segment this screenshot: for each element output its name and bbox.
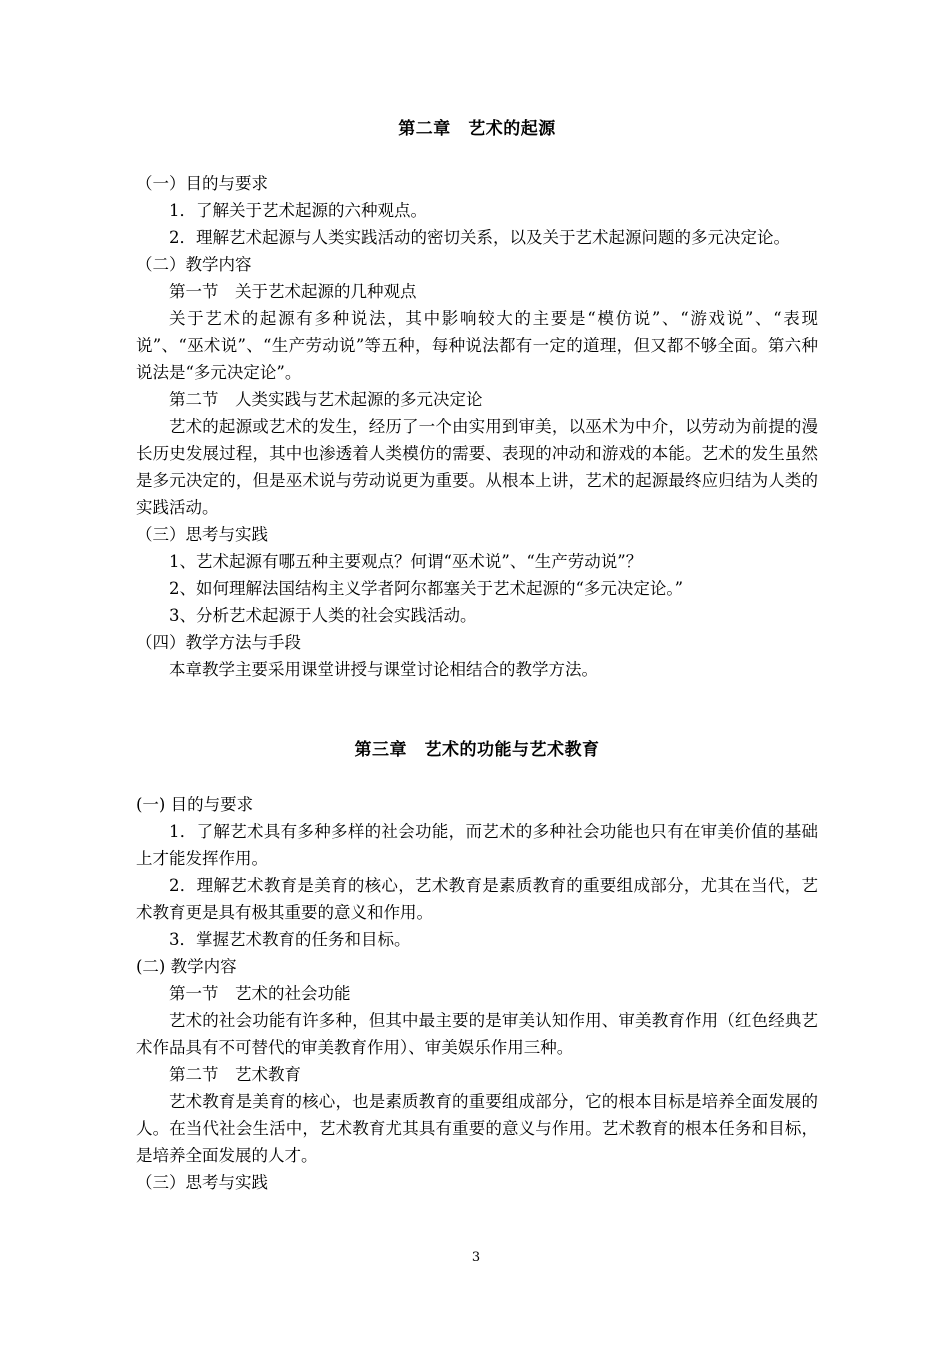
section-heading: (二) 教学内容	[136, 957, 237, 976]
paragraph: 3．掌握艺术教育的任务和目标。	[169, 930, 411, 949]
paragraph: 艺术的起源或艺术的发生，经历了一个由实用到审美，以巫术为中介，以劳动为前提的漫长历史发展过程，其中也渗透着人类模仿的需要、表现的冲动和游戏的本能。艺术的发生虽然是多元决定的，但是巫术说与劳动说更为重要。从根本上讲，艺术的起源最终应归结为人类的实践活动。	[136, 417, 818, 517]
chapter-title: 第三章 艺术的功能与艺术教育	[354, 740, 600, 760]
page-content	[136, 116, 818, 1196]
list-item: 3、分析艺术起源于人类的社会实践活动。	[169, 606, 477, 625]
section-heading: （三）思考与实践	[136, 525, 268, 544]
chapter-3	[136, 737, 818, 1196]
section-heading: （三）思考与实践	[136, 1173, 268, 1192]
chapter-2	[136, 116, 818, 683]
section-heading: （二）教学内容	[136, 255, 252, 274]
subsection-title: 第二节 人类实践与艺术起源的多元决定论	[169, 390, 483, 409]
subsection-title: 第二节 艺术教育	[169, 1065, 301, 1084]
section-heading: （一）目的与要求	[136, 174, 268, 193]
subsection-title: 第一节 艺术的社会功能	[169, 984, 351, 1003]
list-item: 1、艺术起源有哪五种主要观点？何谓“巫术说”、“生产劳动说”？	[169, 552, 643, 571]
section-heading: (一) 目的与要求	[136, 795, 254, 814]
page-number: 3	[471, 1250, 481, 1265]
list-item: 2、如何理解法国结构主义学者阿尔都塞关于艺术起源的“多元决定论。”	[169, 579, 684, 598]
subsection-title: 第一节 关于艺术起源的几种观点	[169, 282, 417, 301]
paragraph: 1．了解关于艺术起源的六种观点。	[169, 201, 427, 220]
chapter-title: 第二章 艺术的起源	[398, 119, 556, 139]
paragraph: 1．了解艺术具有多种多样的社会功能，而艺术的多种社会功能也只有在审美价值的基础上才能发挥作用。	[136, 822, 818, 868]
paragraph: 2．理解艺术起源与人类实践活动的密切关系，以及关于艺术起源问题的多元决定论。	[169, 228, 790, 247]
section-heading: （四）教学方法与手段	[136, 633, 301, 652]
paragraph: 关于艺术的起源有多种说法，其中影响较大的主要是“模仿说”、“游戏说”、“表现说”、“巫术说”、“生产劳动说”等五种，每种说法都有一定的道理，但又都不够全面。第六种说法是“多元决定论”。	[136, 309, 818, 382]
paragraph: 艺术教育是美育的核心，也是素质教育的重要组成部分，它的根本目标是培养全面发展的人。在当代社会生活中，艺术教育尤其具有重要的意义与作用。艺术教育的根本任务和目标，是培养全面发展的人才。	[136, 1092, 818, 1165]
paragraph: 艺术的社会功能有许多种，但其中最主要的是审美认知作用、审美教育作用（红色经典艺术作品具有不可替代的审美教育作用）、审美娱乐作用三种。	[136, 1011, 818, 1057]
paragraph: 2．理解艺术教育是美育的核心，艺术教育是素质教育的重要组成部分，尤其在当代，艺术教育更是具有极其重要的意义和作用。	[136, 876, 818, 922]
paragraph: 本章教学主要采用课堂讲授与课堂讨论相结合的教学方法。	[169, 660, 598, 679]
